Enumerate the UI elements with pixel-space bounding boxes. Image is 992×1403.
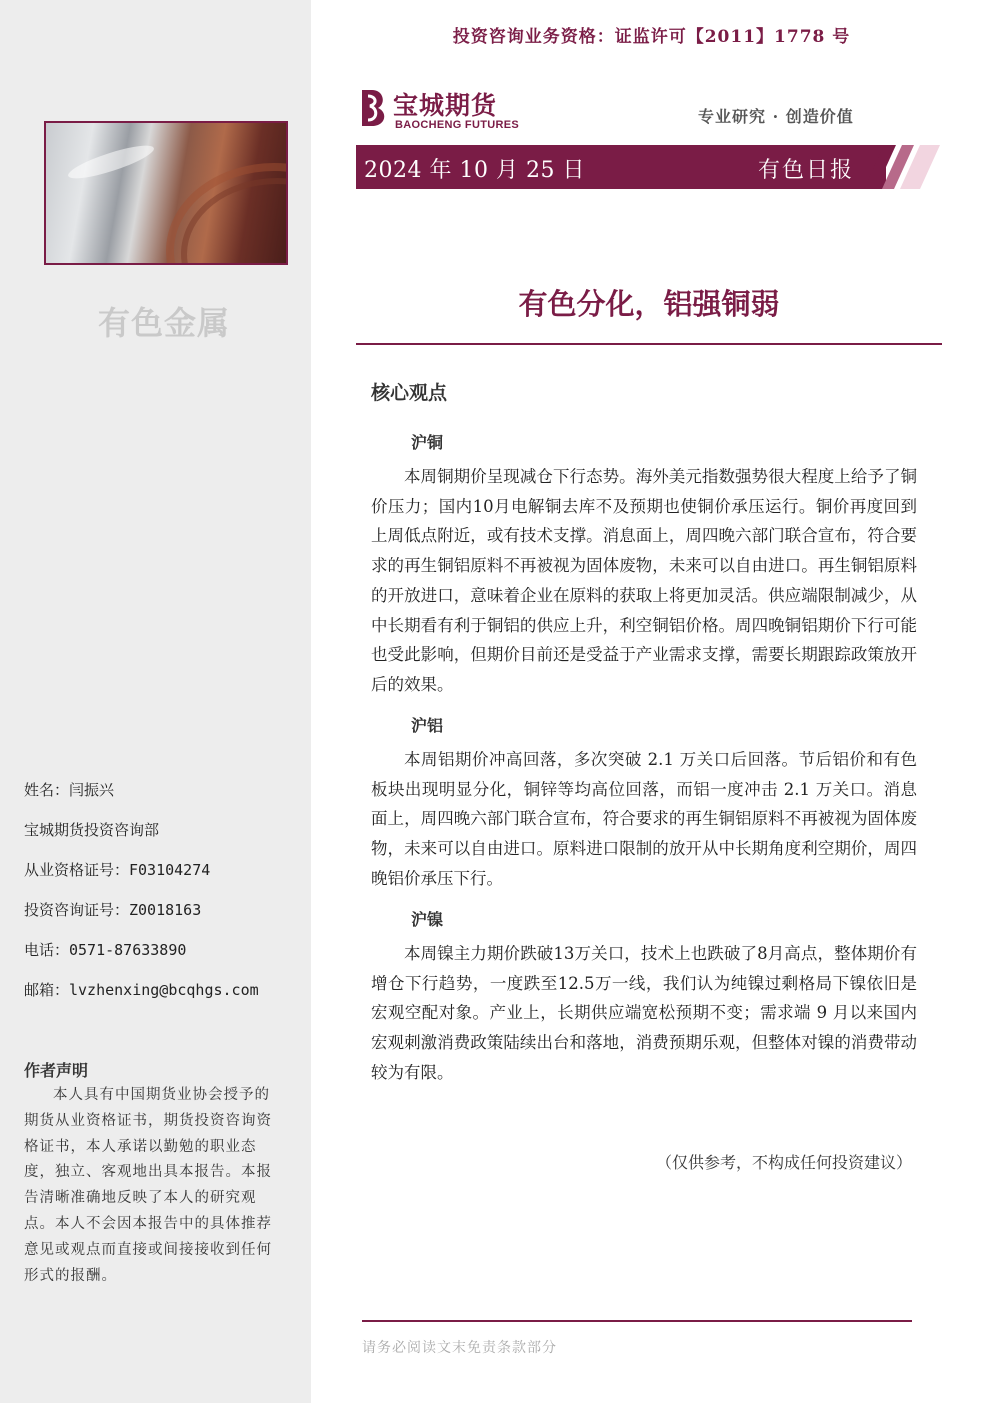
nickel-heading: 沪镍 bbox=[411, 910, 444, 929]
author-name: 姓名：闫振兴 bbox=[24, 781, 115, 799]
logo-icon bbox=[356, 86, 392, 130]
author-advisory-license: 投资咨询证号：Z0018163 bbox=[24, 901, 202, 919]
headline-divider bbox=[356, 343, 942, 345]
reference-note: （仅供参考，不构成任何投资建议） bbox=[655, 1153, 912, 1172]
cover-image bbox=[44, 121, 288, 265]
disclaimer-title: 作者声明 bbox=[24, 1061, 89, 1080]
footer-divider bbox=[362, 1320, 912, 1322]
logo-english: BAOCHENG FUTURES bbox=[395, 119, 519, 131]
date-bar-stripes bbox=[846, 145, 946, 189]
aluminum-heading: 沪铝 bbox=[411, 716, 444, 735]
aluminum-paragraph: 本周铝期价冲高回落，多次突破 2.1 万关口后回落。节后铝价和有色板块出现明显分化，铜锌等均高位回落，而铝一度冲击 2.1 万关口。消息面上，周四晚六部门联合宣布，符合要求的再生铜铝原料不再被视为固体废物，未来可以自由进口。原料进口限制的放开从中长期角度利空期价，周四晚铝价承压下行。 bbox=[371, 750, 917, 888]
copper-paragraph: 本周铜期价呈现减仓下行态势。海外美元指数强势很大程度上给予了铜价压力；国内10月电解铜去库不及预期也使铜价承压运行。铜价再度回到上周低点附近，或有技术支撑。消息面上，周四晚六部门联合宣布，符合要求的再生铜铝原料不再被视为固体废物，未来可以自由进口。再生铜铝原料的开放进口，意味着企业在原料的获取上将更加灵活。供应端限制减少，从中长期看有利于铜铝的供应上升，利空铜铝价格。周四晚铜铝期价下行可能也受此影响，但期价目前还是受益于产业需求支撑，需要长期跟踪政策放开后的效果。 bbox=[371, 467, 917, 694]
disclaimer-body: 本人具有中国期货业协会授予的期货从业资格证书，期货投资咨询资格证书，本人承诺以勤勉的职业态度，独立、客观地出具本报告。本报告清晰准确地反映了本人的研究观点。本人不会因本报告中的具体推荐意见或观点而直接或间接接收到任何形式的报酬。 bbox=[24, 1087, 272, 1284]
sector-title: 有色金属 bbox=[97, 304, 230, 342]
author-email[interactable]: 邮箱：lvzhenxing@bcqhgs.com bbox=[24, 981, 259, 999]
copper-heading: 沪铜 bbox=[411, 433, 444, 452]
author-department: 宝城期货投资咨询部 bbox=[24, 821, 160, 839]
slogan: 专业研究 · 创造价值 bbox=[698, 107, 854, 126]
license-text: 投资咨询业务资格：证监许可【2011】1778 号 bbox=[452, 27, 851, 47]
nickel-paragraph: 本周镍主力期价跌破13万关口，技术上也跌破了8月高点，整体期价有增仓下行趋势，一度跌至12.5万一线，我们认为纯镍过剩格局下镍依旧是宏观空配对象。产业上，长期供应端宽松预期不变；需求端 9 月以来国内宏观刺激消费政策陆续出台和落地，消费预期乐观，但整体对镍的消费带动较为有限。 bbox=[371, 944, 917, 1082]
section-title: 核心观点 bbox=[371, 382, 448, 404]
report-type: 有色日报 bbox=[758, 158, 855, 183]
author-phone: 电话：0571-87633890 bbox=[24, 941, 187, 959]
footer-note: 请务必阅读文末免责条款部分 bbox=[362, 1340, 557, 1356]
author-license: 从业资格证号：F03104274 bbox=[24, 861, 211, 879]
logo-text: 宝城期货 bbox=[393, 91, 498, 120]
report-date: 2024 年 10 月 25 日 bbox=[364, 158, 585, 183]
headline: 有色分化，铝强铜弱 bbox=[518, 287, 780, 321]
